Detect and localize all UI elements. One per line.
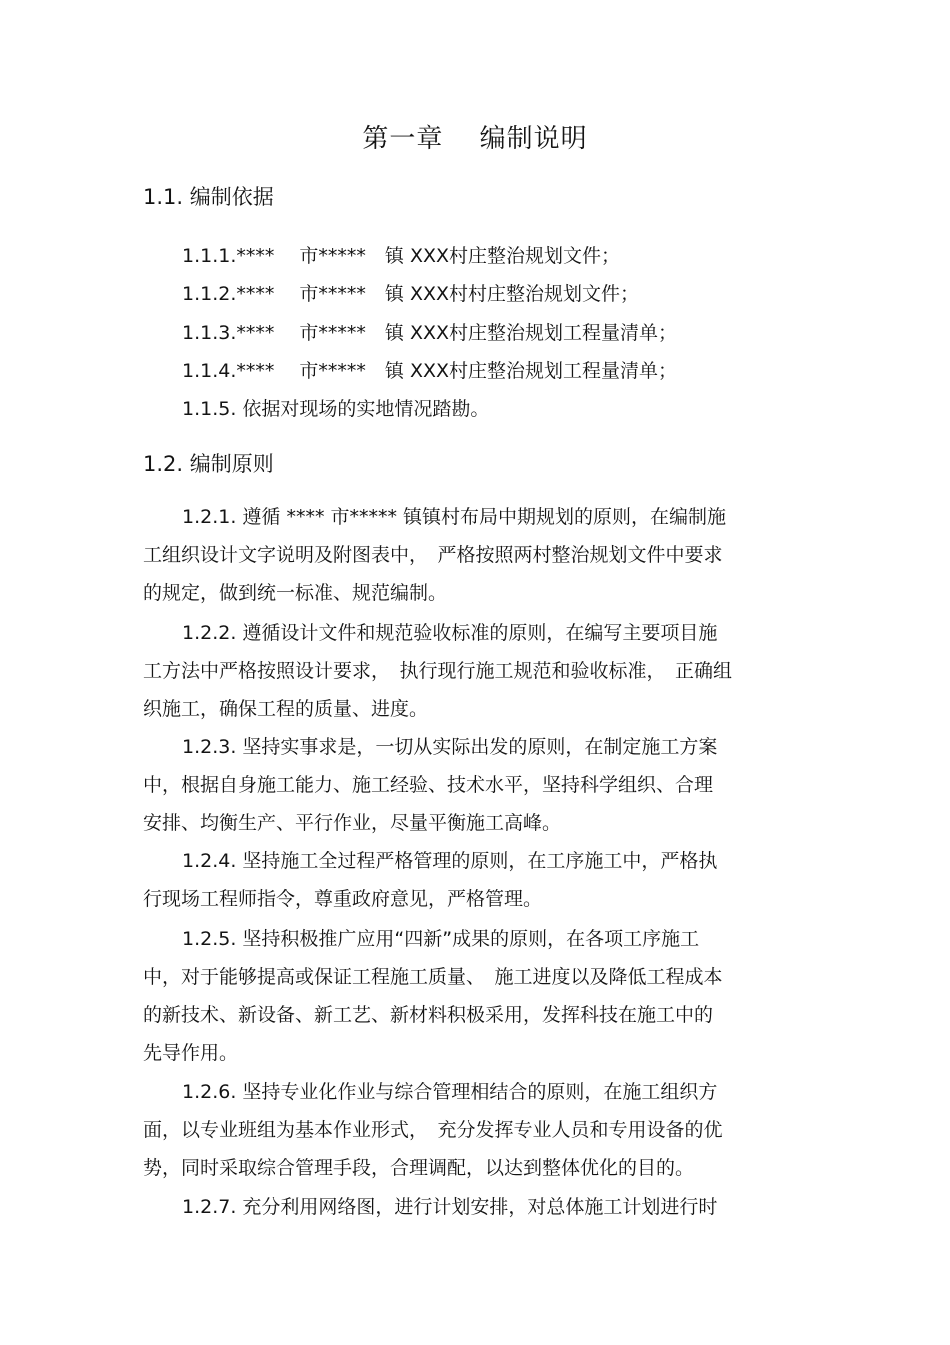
- paragraph-line: 安排、均衡生产、平行作业，尽量平衡施工高峰。: [143, 812, 562, 834]
- paragraph-line: 1.2.3. 坚持实事求是，一切从实际出发的原则，在制定施工方案: [182, 736, 718, 758]
- paragraph-line: 1.2.5. 坚持积极推广应用“四新”成果的原则，在各项工序施工: [182, 928, 700, 950]
- paragraph-line: 面，以专业班组为基本作业形式， 充分发挥专业人员和专用设备的优: [143, 1119, 723, 1141]
- paragraph-line: 1.2.1. 遵循 **** 市***** 镇镇村布局中期规划的原则，在编制施: [182, 506, 727, 528]
- paragraph-line: 1.2.6. 坚持专业化作业与综合管理相结合的原则，在施工组织方: [182, 1081, 718, 1103]
- paragraph: [143, 1073, 823, 1187]
- paragraph: [143, 614, 823, 728]
- paragraph-line: 织施工，确保工程的质量、进度。: [143, 698, 429, 720]
- paragraph-line: 1.2.4. 坚持施工全过程严格管理的原则，在工序施工中，严格执: [182, 850, 718, 872]
- list-item: 1.1.4.**** 市***** 镇 XXX村庄整治规划工程量清单；: [182, 360, 678, 382]
- paragraph-line: 1.2.2. 遵循设计文件和规范验收标准的原则，在编写主要项目施: [182, 622, 718, 644]
- paragraph-line: 中，根据自身施工能力、施工经验、技术水平，坚持科学组织、合理: [143, 774, 714, 796]
- list-item: 1.1.5. 依据对现场的实地情况踏勘。: [182, 398, 490, 420]
- paragraph-line: 的新技术、新设备、新工艺、新材料积极采用，发挥科技在施工中的: [143, 1004, 714, 1026]
- paragraph-line: 行现场工程师指令，尊重政府意见，严格管理。: [143, 888, 543, 910]
- paragraph: [143, 1188, 823, 1226]
- paragraph: [143, 728, 823, 842]
- paragraph-line: 的规定，做到统一标准、规范编制。: [143, 582, 448, 604]
- paragraph: [143, 920, 823, 1072]
- paragraph: [143, 498, 823, 612]
- list-item: 1.1.3.**** 市***** 镇 XXX村庄整治规划工程量清单；: [182, 322, 678, 344]
- paragraph-line: 中，对于能够提高或保证工程施工质量、 施工进度以及降低工程成本: [143, 966, 723, 988]
- list-item: 1.1.1.**** 市***** 镇 XXX村庄整治规划文件；: [182, 245, 621, 267]
- section-heading: 1.2. 编制原则: [143, 452, 274, 476]
- paragraph-line: 工方法中严格按照设计要求， 执行现行施工规范和验收标准， 正确组: [143, 660, 733, 682]
- paragraph: [143, 842, 823, 918]
- paragraph-line: 1.2.7. 充分利用网络图，进行计划安排，对总体施工计划进行时: [182, 1196, 718, 1218]
- chapter-title: 第一章 编制说明: [362, 124, 588, 154]
- list-item: 1.1.2.**** 市***** 镇 XXX村村庄整治规划文件；: [182, 283, 640, 305]
- paragraph-line: 工组织设计文字说明及附图表中， 严格按照两村整治规划文件中要求: [143, 544, 723, 566]
- paragraph-line: 先导作用。: [143, 1042, 239, 1064]
- section-heading: 1.1. 编制依据: [143, 185, 274, 209]
- paragraph-line: 势，同时采取综合管理手段，合理调配，以达到整体优化的目的。: [143, 1157, 695, 1179]
